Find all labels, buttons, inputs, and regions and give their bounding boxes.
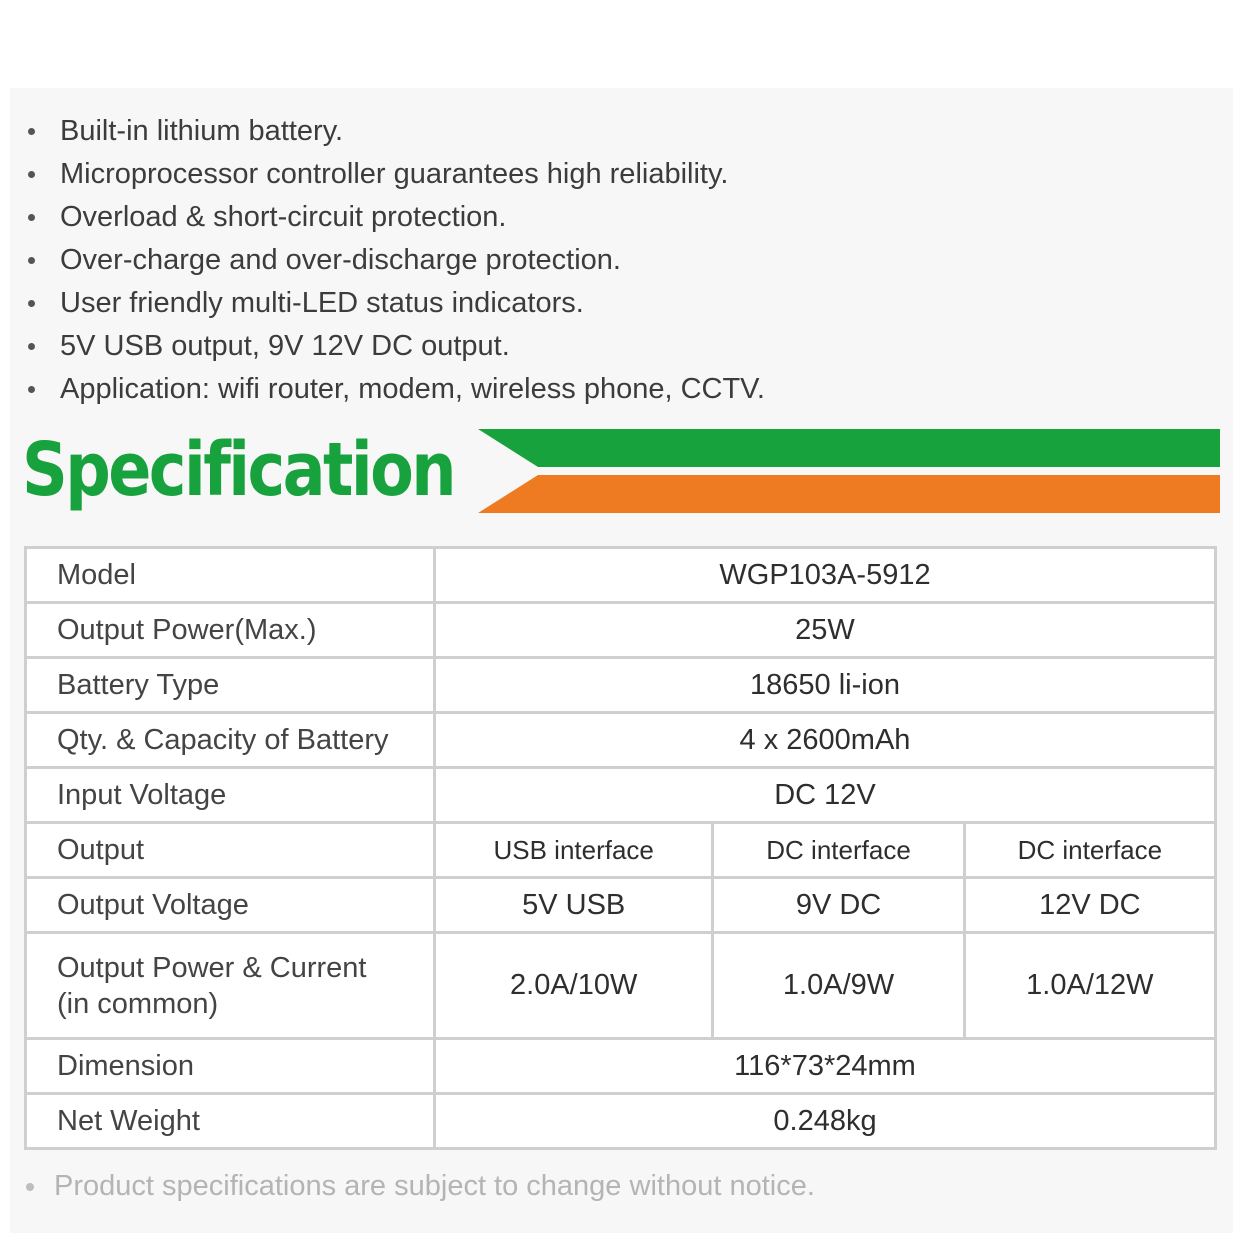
bullet-icon — [28, 386, 35, 393]
table-row — [26, 933, 1216, 1039]
table-row — [26, 1094, 1216, 1149]
row-label-line: Output Power & Current — [57, 951, 367, 984]
row-label: Output Power(Max.) — [26, 603, 435, 658]
bullet-icon — [28, 171, 35, 178]
green-stripe — [478, 429, 1220, 467]
row-value: 9V DC — [713, 878, 964, 933]
feature-list — [24, 110, 765, 411]
row-label: Output Voltage — [26, 878, 435, 933]
row-value: 5V USB — [435, 878, 713, 933]
table-row — [26, 878, 1216, 933]
specification-heading: Specification — [22, 427, 454, 513]
bullet-icon — [28, 343, 35, 350]
row-value: 0.248kg — [435, 1094, 1216, 1149]
row-label-line: (in common) — [57, 987, 219, 1020]
table-row — [26, 603, 1216, 658]
table-row — [26, 768, 1216, 823]
row-value: 25W — [435, 603, 1216, 658]
bullet-icon — [28, 214, 35, 221]
feature-item: Application: wifi router, modem, wireless phone, CCTV. — [24, 368, 765, 411]
row-label: Output — [26, 823, 435, 878]
row-value: USB interface — [435, 823, 713, 878]
feature-item: 5V USB output, 9V 12V DC output. — [24, 325, 765, 368]
feature-item: Over-charge and over-discharge protection. — [24, 239, 765, 282]
row-label: Model — [26, 548, 435, 603]
stripe-banner — [478, 429, 1220, 515]
feature-item: Overload & short-circuit protection. — [24, 196, 765, 239]
row-value: WGP103A-5912 — [435, 548, 1216, 603]
table-row — [26, 548, 1216, 603]
row-label: Battery Type — [26, 658, 435, 713]
row-value: 116*73*24mm — [435, 1039, 1216, 1094]
row-value: 12V DC — [964, 878, 1215, 933]
feature-item: Microprocessor controller guarantees high reliability. — [24, 153, 765, 196]
row-value: 18650 li-ion — [435, 658, 1216, 713]
row-label: Qty. & Capacity of Battery — [26, 713, 435, 768]
row-label: Dimension — [26, 1039, 435, 1094]
table-row — [26, 1039, 1216, 1094]
feature-item: User friendly multi-LED status indicators. — [24, 282, 765, 325]
bullet-icon — [28, 300, 35, 307]
table-row — [26, 823, 1216, 878]
table-row — [26, 713, 1216, 768]
row-value: DC interface — [713, 823, 964, 878]
bullet-icon — [28, 128, 35, 135]
row-value: DC interface — [964, 823, 1215, 878]
row-value: 1.0A/9W — [713, 933, 964, 1039]
bullet-icon — [28, 257, 35, 264]
row-label: Net Weight — [26, 1094, 435, 1149]
row-value: 4 x 2600mAh — [435, 713, 1216, 768]
row-value: 2.0A/10W — [435, 933, 713, 1039]
row-label — [26, 933, 435, 1039]
feature-item: Built-in lithium battery. — [24, 110, 765, 153]
table-row — [26, 658, 1216, 713]
spec-table — [24, 546, 1217, 1150]
row-value: DC 12V — [435, 768, 1216, 823]
row-label: Input Voltage — [26, 768, 435, 823]
bullet-icon — [26, 1183, 34, 1191]
orange-stripe — [478, 475, 1220, 513]
disclaimer-note: Product specifications are subject to change without notice. — [22, 1166, 815, 1206]
row-value: 1.0A/12W — [964, 933, 1215, 1039]
